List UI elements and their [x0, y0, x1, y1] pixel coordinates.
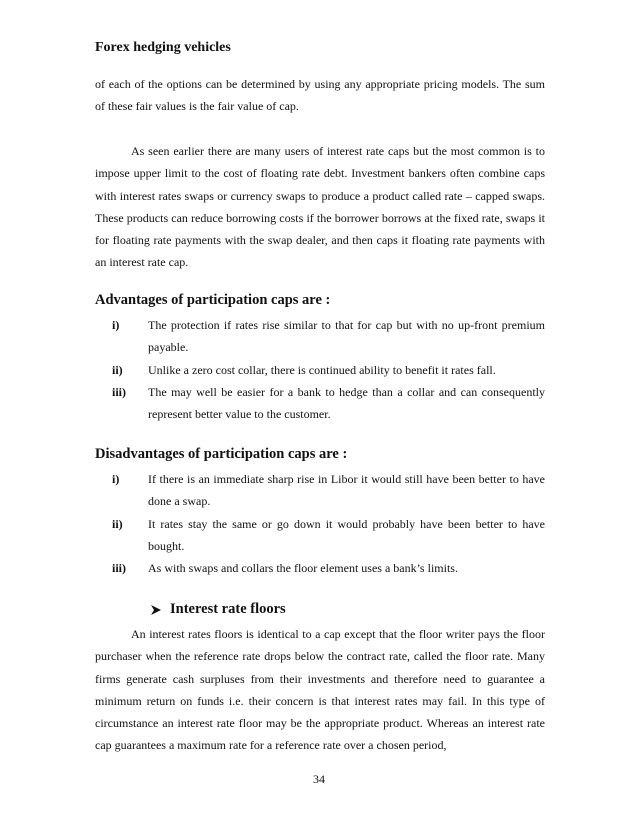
- list-item-text: The may well be easier for a bank to hedge than a collar and can consequently represent better value to the customer.: [148, 384, 545, 422]
- subsection-heading: [150, 601, 286, 618]
- arrow-bullet-icon: [150, 604, 162, 616]
- list-item-text: If there is an immediate sharp rise in Libor it would still have been better to have done a swap.: [148, 472, 545, 509]
- page-number: 34: [313, 772, 325, 786]
- paragraph-interest-rate-floors: An interest rates floors is identical to a cap except that the floor writer pays the floor purchaser when the reference rate drops below the contract rate, called the floor rate. Many firms generate cash surpluses from their investments and therefore need to guarantee a minimum return on funds i.e. their concern is that interest rates may fail. In this type of circumstance an interest rate floor may be the appropriate product. Whereas an interest rate cap guarantees a maximum rate for a reference rate over a chosen period,: [95, 627, 545, 753]
- list-item-text: As with swaps and collars the floor element uses a bank’s limits.: [148, 561, 458, 576]
- running-header: Forex hedging vehicles: [95, 40, 231, 55]
- advantages-list: [95, 314, 545, 425]
- list-item: [95, 359, 545, 381]
- list-item-number: iii): [112, 384, 126, 399]
- paragraph-cap-fair-value: of each of the options can be determined by using any appropriate pricing models. The sum of these fair values is the fair value of cap.: [95, 77, 545, 114]
- list-item: [95, 513, 545, 558]
- list-item-text: The protection if rates rise similar to that for cap but with no up-front premium payable.: [148, 318, 545, 355]
- list-item-text: It rates stay the same or go down it would probably have been better to have bought.: [148, 516, 545, 553]
- list-item: [95, 468, 545, 513]
- paragraph-cap-users: As seen earlier there are many users of interest rate caps but the most common is to impose upper limit to the cost of floating rate debt. Investment bankers often combine caps with interest rates swaps or currency swaps to produce a product called rate – capped swaps. These products can reduce borrowing costs if the borrower borrows at the fixed rate, swaps it for floating rate payments with the swap dealer, and then caps it floating rate payments with an interest rate cap.: [95, 144, 545, 270]
- list-item-number: i): [112, 472, 120, 486]
- list-item: [95, 314, 545, 359]
- list-item-number: ii): [112, 516, 123, 531]
- list-item-number: iii): [112, 561, 126, 576]
- disadvantages-list: [95, 468, 545, 579]
- subsection-heading-text: Interest rate floors: [170, 601, 286, 617]
- list-item: [95, 381, 545, 426]
- disadvantages-heading: Disadvantages of participation caps are :: [95, 446, 348, 462]
- list-item: [95, 557, 545, 579]
- list-item-text: Unlike a zero cost collar, there is continued ability to benefit it rates fall.: [148, 362, 496, 377]
- list-item-number: ii): [112, 362, 123, 377]
- list-item-number: i): [112, 318, 120, 332]
- advantages-heading: Advantages of participation caps are :: [95, 292, 331, 308]
